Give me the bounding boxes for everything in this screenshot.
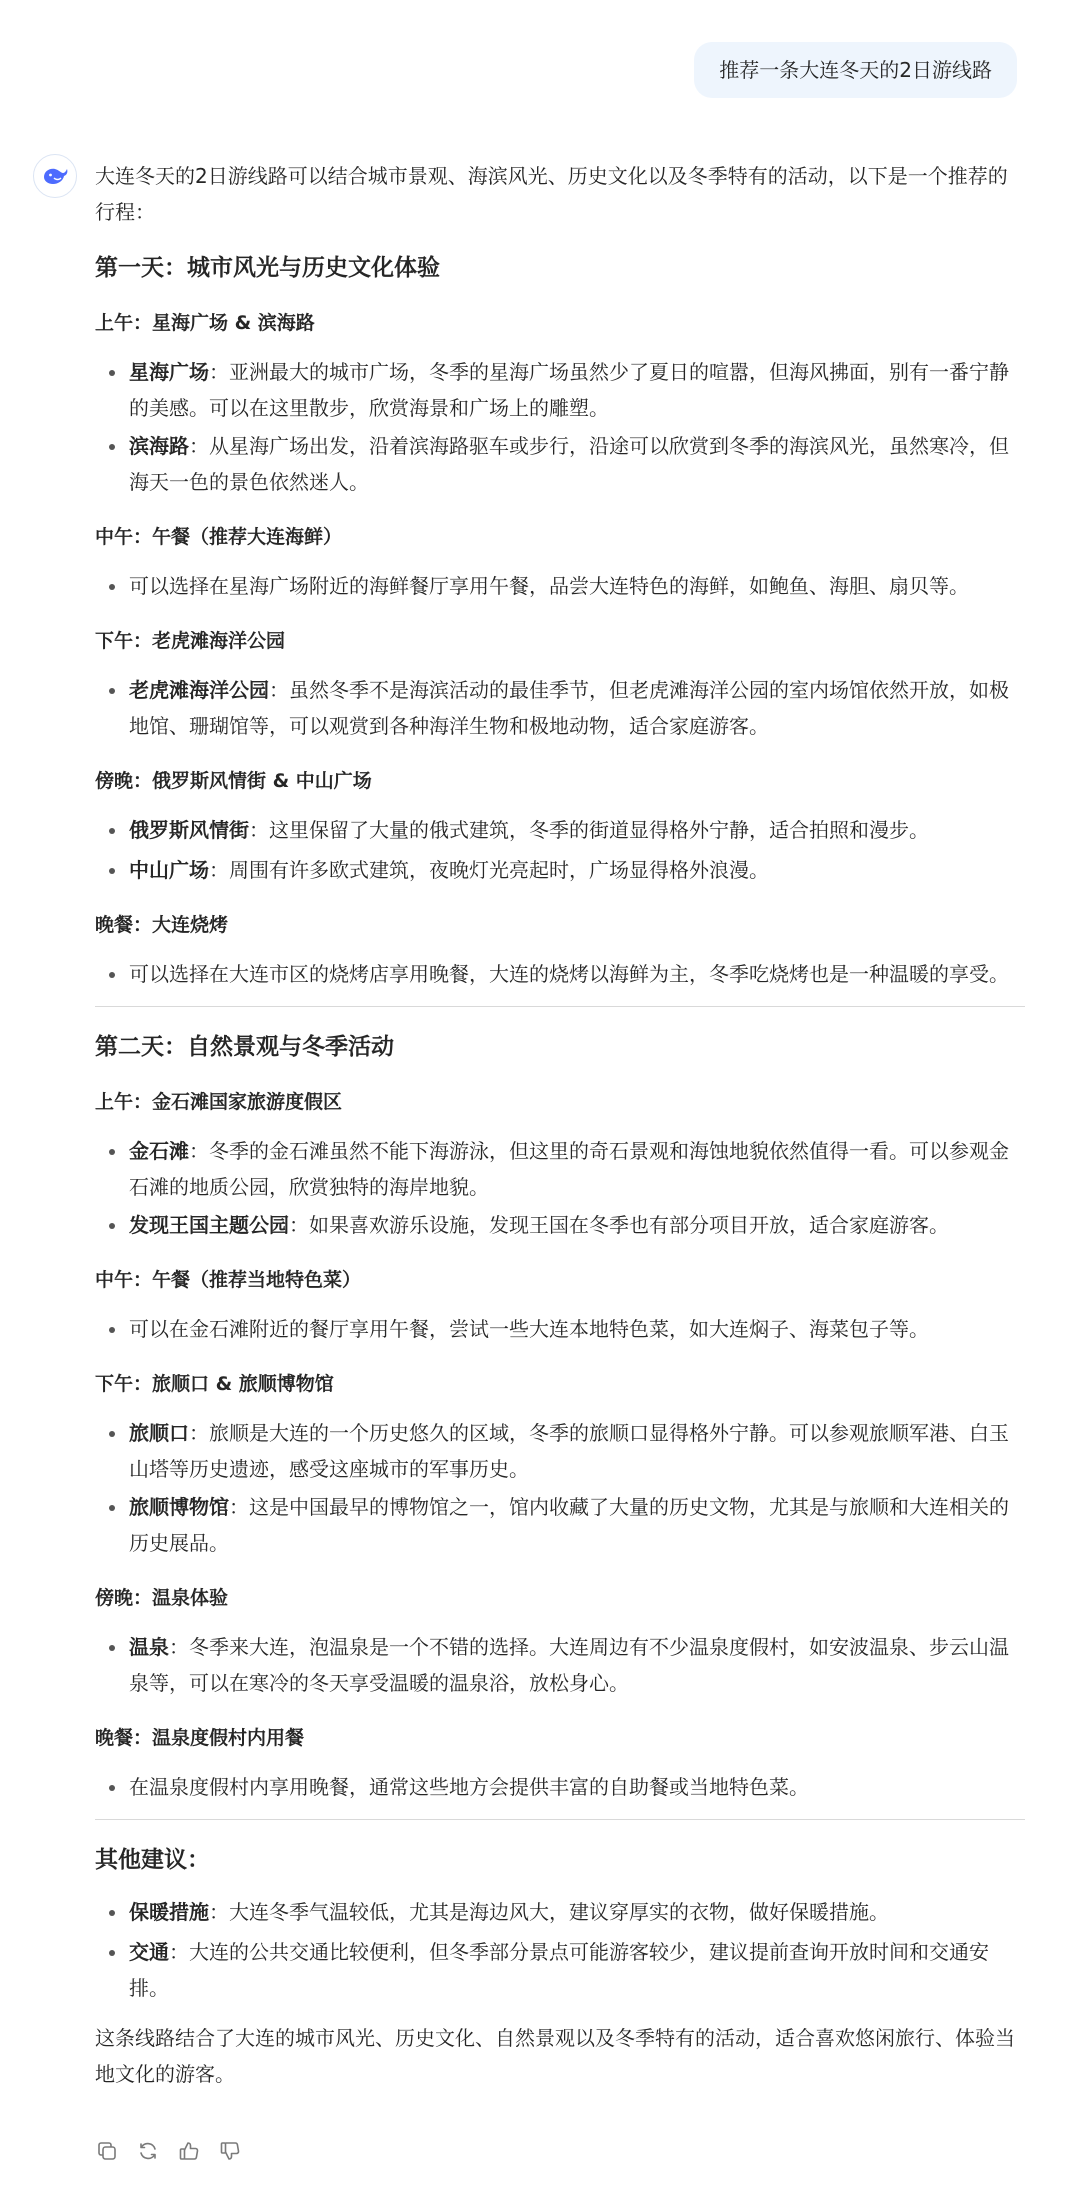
- bullet-list: [95, 1629, 1025, 1701]
- assistant-avatar: [33, 154, 77, 198]
- section-heading: 下午：老虎滩海洋公园: [95, 630, 286, 652]
- dislike-button[interactable]: [218, 2139, 242, 2163]
- list-item: 保暖措施：大连冬季气温较低，尤其是海边风大，建议穿厚实的衣物，做好保暖措施。: [95, 1894, 1025, 1930]
- list-item: 旅顺口：旅顺是大连的一个历史悠久的区域，冬季的旅顺口显得格外宁静。可以参观旅顺军港、白玉山塔等历史遗迹，感受这座城市的军事历史。: [95, 1415, 1025, 1487]
- bullet-list: [95, 812, 1025, 888]
- list-item: 交通：大连的公共交通比较便利，但冬季部分景点可能游客较少，建议提前查询开放时间和交通安排。: [95, 1934, 1025, 2006]
- bullet-list: [95, 568, 1025, 604]
- section-heading: 上午：星海广场 & 滨海路: [95, 312, 315, 334]
- section-heading: 傍晚：温泉体验: [95, 1587, 229, 1609]
- section-heading: 中午：午餐（推荐当地特色菜）: [95, 1269, 362, 1291]
- section-heading: 傍晚：俄罗斯风情街 & 中山广场: [95, 770, 372, 792]
- day2-title: 第二天：自然景观与冬季活动: [95, 1034, 394, 1060]
- copy-button[interactable]: [95, 2139, 119, 2163]
- list-item: 发现王国主题公园：如果喜欢游乐设施，发现王国在冬季也有部分项目开放，适合家庭游客。: [95, 1207, 1025, 1243]
- copy-icon: [96, 2140, 118, 2162]
- bullet-list: [95, 354, 1025, 500]
- bullet-list: [95, 1311, 1025, 1347]
- section-heading: 下午：旅顺口 & 旅顺博物馆: [95, 1373, 334, 1395]
- list-item: 在温泉度假村内享用晚餐，通常这些地方会提供丰富的自助餐或当地特色菜。: [95, 1769, 1025, 1805]
- divider: [95, 1006, 1025, 1007]
- regenerate-button[interactable]: [136, 2139, 160, 2163]
- list-item: 星海广场：亚洲最大的城市广场，冬季的星海广场虽然少了夏日的喧嚣，但海风拂面，别有一番宁静的美感。可以在这里散步，欣赏海景和广场上的雕塑。: [95, 354, 1025, 426]
- list-item: 温泉：冬季来大连，泡温泉是一个不错的选择。大连周边有不少温泉度假村，如安波温泉、步云山温泉等，可以在寒冷的冬天享受温暖的温泉浴，放松身心。: [95, 1629, 1025, 1701]
- assistant-answer: [95, 158, 1025, 2092]
- list-item: 旅顺博物馆：这是中国最早的博物馆之一，馆内收藏了大量的历史文物，尤其是与旅顺和大连相关的历史展品。: [95, 1489, 1025, 1561]
- divider: [95, 1819, 1025, 1820]
- section-heading: 中午：午餐（推荐大连海鲜）: [95, 526, 343, 548]
- conclusion-paragraph: 这条线路结合了大连的城市风光、历史文化、自然景观以及冬季特有的活动，适合喜欢悠闲旅行、体验当地文化的游客。: [95, 2026, 1015, 2086]
- bullet-list: [95, 672, 1025, 744]
- list-item: 中山广场：周围有许多欧式建筑，夜晚灯光亮起时，广场显得格外浪漫。: [95, 852, 1025, 888]
- user-message-bubble: 推荐一条大连冬天的2日游线路: [694, 42, 1017, 98]
- section-heading: 晚餐：大连烧烤: [95, 914, 229, 936]
- section-heading: 上午：金石滩国家旅游度假区: [95, 1091, 343, 1113]
- whale-logo-icon: [41, 165, 69, 187]
- bullet-list: [95, 1415, 1025, 1561]
- bullet-list: [95, 1894, 1025, 2006]
- list-item: 可以选择在大连市区的烧烤店享用晚餐，大连的烧烤以海鲜为主，冬季吃烧烤也是一种温暖的享受。: [95, 956, 1025, 992]
- regenerate-icon: [137, 2140, 159, 2162]
- list-item: 俄罗斯风情街：这里保留了大量的俄式建筑，冬季的街道显得格外宁静，适合拍照和漫步。: [95, 812, 1025, 848]
- intro-paragraph: 大连冬天的2日游线路可以结合城市景观、海滨风光、历史文化以及冬季特有的活动，以下是一个推荐的行程：: [95, 164, 1008, 224]
- bullet-list: [95, 1133, 1025, 1243]
- message-actions: [95, 2139, 242, 2163]
- list-item: 滨海路：从星海广场出发，沿着滨海路驱车或步行，沿途可以欣赏到冬季的海滨风光，虽然寒冷，但海天一色的景色依然迷人。: [95, 428, 1025, 500]
- day1-title: 第一天：城市风光与历史文化体验: [95, 255, 440, 281]
- list-item: 金石滩：冬季的金石滩虽然不能下海游泳，但这里的奇石景观和海蚀地貌依然值得一看。可以参观金石滩的地质公园，欣赏独特的海岸地貌。: [95, 1133, 1025, 1205]
- like-button[interactable]: [177, 2139, 201, 2163]
- list-item: 可以在金石滩附近的餐厅享用午餐，尝试一些大连本地特色菜，如大连焖子、海菜包子等。: [95, 1311, 1025, 1347]
- bullet-list: [95, 1769, 1025, 1805]
- thumbs-up-icon: [178, 2140, 200, 2162]
- section-heading: 晚餐：温泉度假村内用餐: [95, 1727, 305, 1749]
- other-suggestions-title: 其他建议：: [95, 1847, 210, 1873]
- bullet-list: [95, 956, 1025, 992]
- list-item: 可以选择在星海广场附近的海鲜餐厅享用午餐，品尝大连特色的海鲜，如鲍鱼、海胆、扇贝等。: [95, 568, 1025, 604]
- list-item: 老虎滩海洋公园：虽然冬季不是海滨活动的最佳季节，但老虎滩海洋公园的室内场馆依然开放，如极地馆、珊瑚馆等，可以观赏到各种海洋生物和极地动物，适合家庭游客。: [95, 672, 1025, 744]
- thumbs-down-icon: [219, 2140, 241, 2162]
